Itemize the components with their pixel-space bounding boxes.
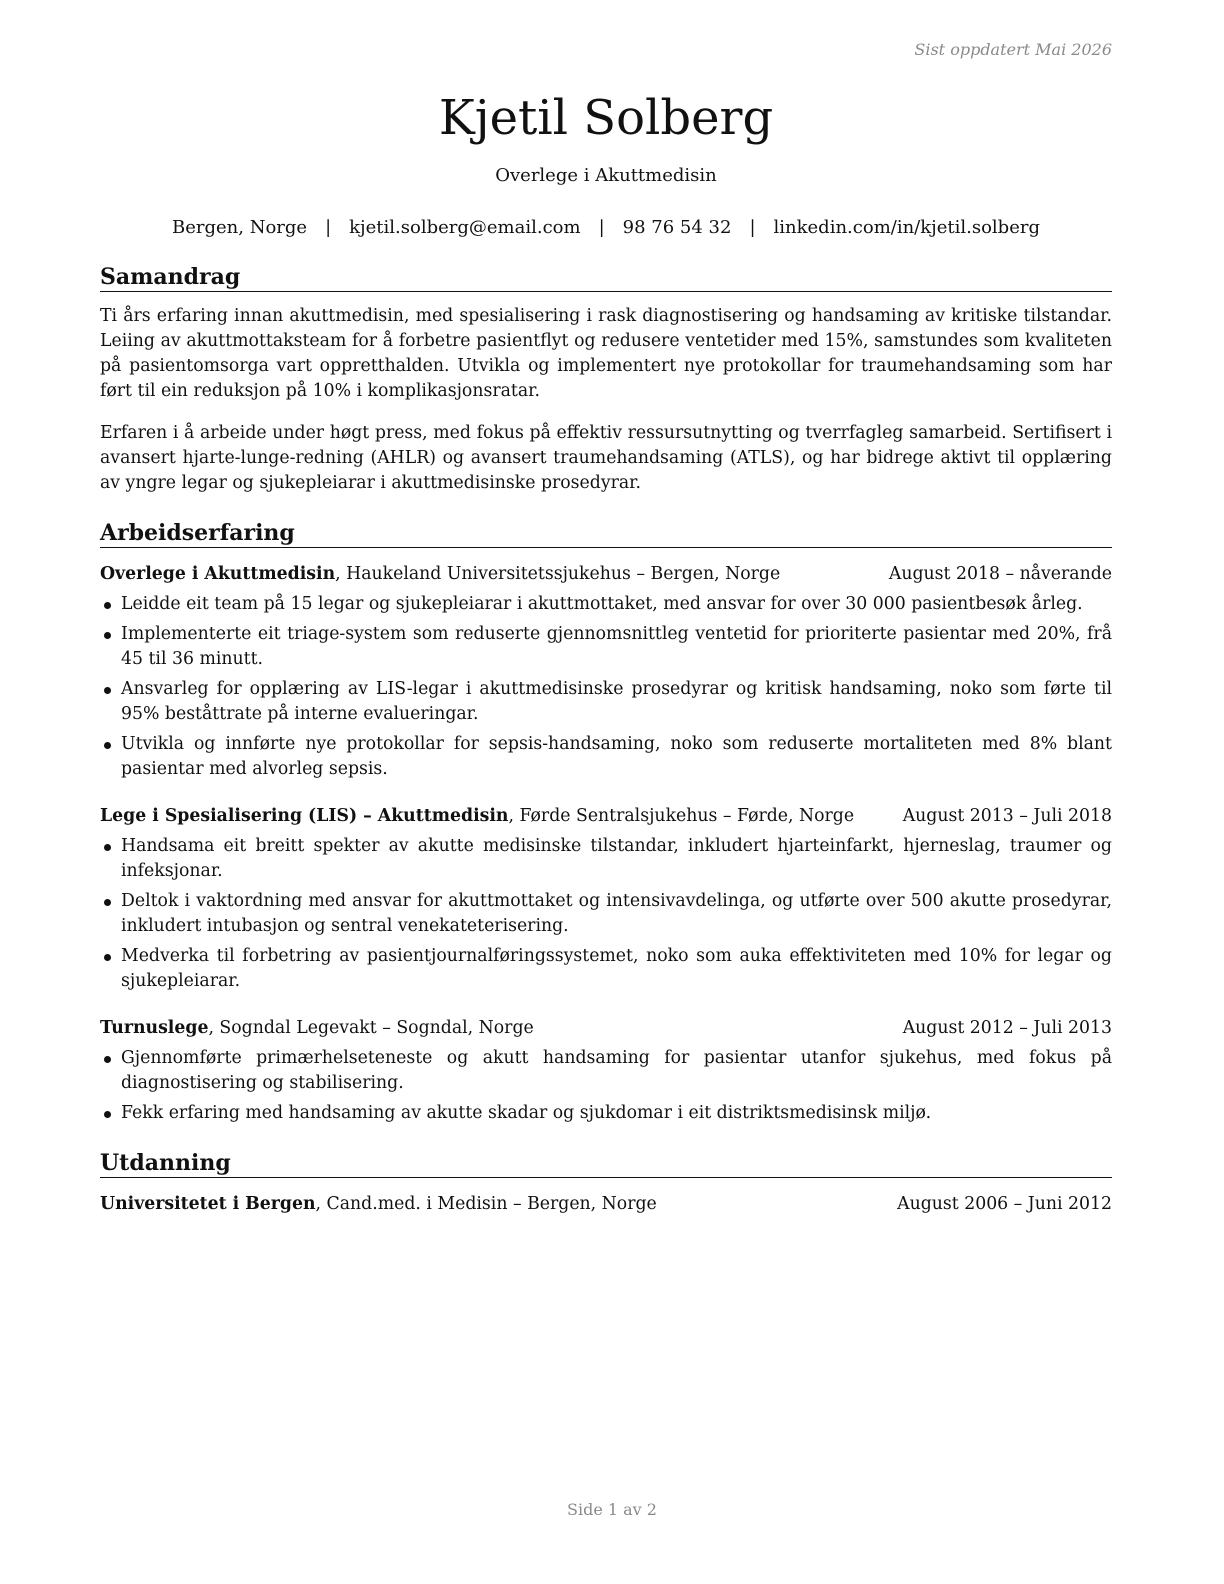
- job-bullets: [100, 592, 1112, 782]
- education-degree: , Cand.med. i Medisin – Bergen, Norge: [315, 1194, 657, 1215]
- resume-page: [100, 40, 1112, 1544]
- job-bullet: Handsama eit breitt spekter av akutte medisinske tilstandar, inkludert hjarteinfarkt, hjerneslag, traumer og infeksjonar.: [100, 834, 1112, 884]
- candidate-title: Overlege i Akuttmedisin: [495, 165, 717, 186]
- job-bullet: Gjennomførte primærhelseteneste og akutt handsaming for pasientar utanfor sjukehus, med fokus på diagnostisering og stabilisering.: [100, 1046, 1112, 1096]
- job-organization: , Haukeland Universitetssjukehus – Bergen, Norge: [335, 564, 781, 585]
- job-role: Lege i Spesialisering (LIS) – Akuttmedisin: [100, 806, 509, 827]
- job-header: [100, 1016, 1112, 1041]
- contact-line: [100, 216, 1112, 240]
- section-heading-experience: Arbeidserfaring: [100, 520, 1112, 548]
- contact-separator: |: [749, 217, 756, 238]
- page-number: Side 1 av 2: [567, 1500, 657, 1519]
- last-updated: Sist oppdatert Mai 2026: [914, 40, 1112, 59]
- job-entry: [100, 562, 1112, 782]
- job-role: Turnuslege: [100, 1018, 209, 1039]
- job-entry: [100, 1016, 1112, 1126]
- job-bullet: Deltok i vaktordning med ansvar for akuttmottaket og intensivavdelinga, og utførte over 500 akutte prosedyrar, inkludert intubasjon og sentral venekateterisering.: [100, 889, 1112, 939]
- education-entry: [100, 1192, 1112, 1217]
- contact-linkedin[interactable]: linkedin.com/in/kjetil.solberg: [773, 217, 1040, 238]
- job-entry: [100, 804, 1112, 994]
- job-bullets: [100, 834, 1112, 994]
- summary-paragraph: Ti års erfaring innan akuttmedisin, med spesialisering i rask diagnostisering og handsaming av kritiske tilstandar. Leiing av akuttmottaksteam for å forbetre pasientflyt og redusere ventetider med 15%, samstundes som kvaliteten på pasientomsorga vart oppretthalden. Utvikla og implementert nye protokollar for traumehandsaming som har ført til ein reduksjon på 10% i komplikasjonsratar.: [100, 306, 1112, 401]
- job-header: [100, 804, 1112, 829]
- job-organization: , Sogndal Legevakt – Sogndal, Norge: [208, 1018, 534, 1039]
- job-bullets: [100, 1046, 1112, 1126]
- contact-email[interactable]: kjetil.solberg@email.com: [349, 217, 581, 238]
- contact-separator: |: [325, 217, 332, 238]
- job-dates: August 2018 – nåverande: [888, 564, 1112, 585]
- candidate-name: Kjetil Solberg: [438, 90, 774, 146]
- education-header: [100, 1192, 1112, 1217]
- education-dates: August 2006 – Juni 2012: [897, 1194, 1112, 1215]
- job-role: Overlege i Akuttmedisin: [100, 564, 336, 585]
- summary-paragraph: Erfaren i å arbeide under høgt press, med fokus på effektiv ressursutnytting og tverrfagleg samarbeid. Sertifisert i avansert hjarte-lunge-redning (AHLR) og avansert traumehandsaming (ATLS), og har bidrege aktivt til opplæring av yngre legar og sjukepleiarar i akuttmedisinske prosedyrar.: [100, 423, 1112, 494]
- section-heading-summary: Samandrag: [100, 264, 1112, 292]
- job-title-line: [100, 562, 780, 587]
- section-heading-education: Utdanning: [100, 1150, 1112, 1178]
- job-title-line: [100, 1016, 534, 1041]
- job-dates: August 2013 – Juli 2018: [902, 806, 1112, 827]
- contact-separator: |: [598, 217, 605, 238]
- education-title-line: [100, 1192, 657, 1217]
- contact-location: Bergen, Norge: [172, 217, 308, 238]
- job-bullet: Utvikla og innførte nye protokollar for sepsis-handsaming, noko som reduserte mortaliteten med 8% blant pasientar med alvorleg sepsis.: [100, 732, 1112, 782]
- job-bullet: Medverka til forbetring av pasientjournalføringssystemet, noko som auka effektiviteten med 10% for legar og sjukepleiarar.: [100, 944, 1112, 994]
- job-bullet: Fekk erfaring med handsaming av akutte skadar og sjukdomar i eit distriktsmedisinsk miljø.: [100, 1101, 1112, 1126]
- job-header: [100, 562, 1112, 587]
- job-bullet: Implementerte eit triage-system som reduserte gjennomsnittleg ventetid for prioriterte pasientar med 20%, frå 45 til 36 minutt.: [100, 622, 1112, 672]
- education-school: Universitetet i Bergen: [100, 1194, 316, 1215]
- job-bullet: Leidde eit team på 15 legar og sjukepleiarar i akuttmottaket, med ansvar for over 30 000 pasientbesøk årleg.: [100, 592, 1112, 617]
- job-title-line: [100, 804, 854, 829]
- job-dates: August 2012 – Juli 2013: [902, 1018, 1112, 1039]
- contact-phone: 98 76 54 32: [622, 217, 732, 238]
- job-organization: , Førde Sentralsjukehus – Førde, Norge: [508, 806, 855, 827]
- job-bullet: Ansvarleg for opplæring av LIS-legar i akuttmedisinske prosedyrar og kritisk handsaming, noko som førte til 95% beståttrate på interne evalueringar.: [100, 677, 1112, 727]
